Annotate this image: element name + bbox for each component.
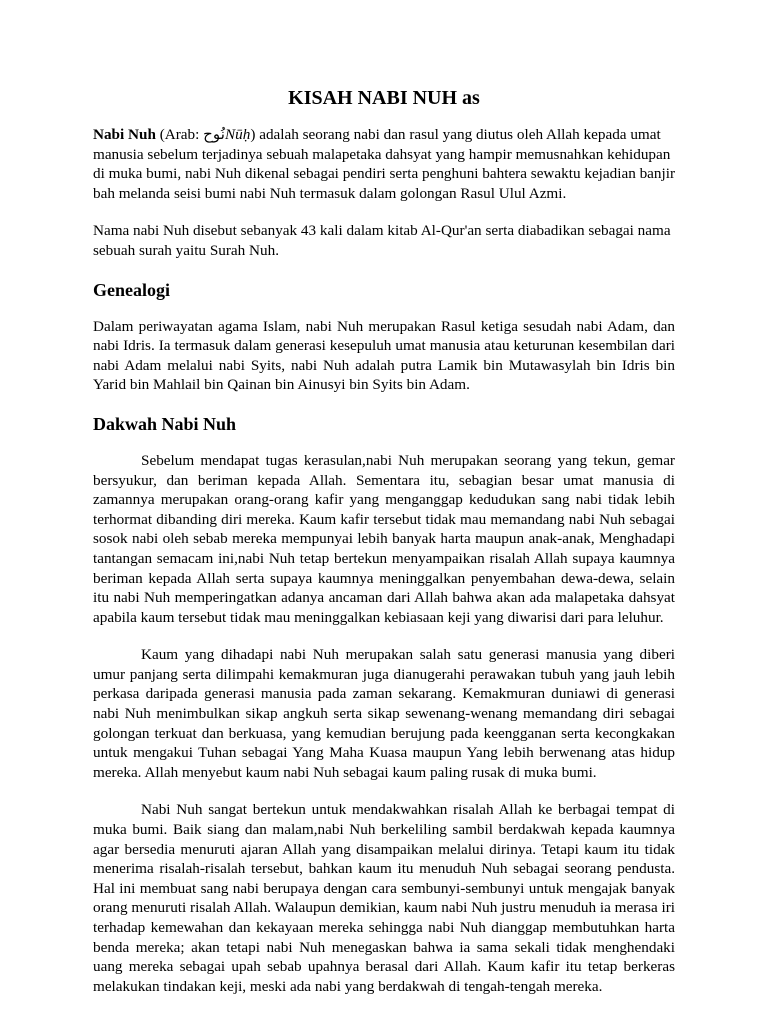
intro-rest: ) adalah seorang nabi dan rasul yang diutus oleh Allah kepada umat manusia sebelum terjadinya sebuah malapetaka dahsyat yang hampir memusnahkan kehidupan di muka bumi, nabi Nuh dikenal sebagai pendiri serta penghuni bahtera sewaktu kejadian banjir bah melanda seisi bumi nabi Nuh termasuk dalam golongan Rasul Ulul Azmi. [93,126,676,202]
quran-mention-paragraph: Nama nabi Nuh disebut sebanyak 43 kali dalam kitab Al-Qur'an serta diabadikan sebagai nama sebuah surah yaitu Surah Nuh. [93,222,671,259]
intro-subject: Nabi Nuh [93,126,156,143]
dakwah-paragraph-2: Kaum yang dihadapi nabi Nuh merupakan salah satu generasi manusia yang diberi umur panjang serta dilimpahi kemakmuran juga dianugerahi perawakan tubuh yang jauh lebih perkasa daripada generasi manusia pada zaman sekarang. Kemakmuran duniawi di generasi nabi Nuh menimbulkan sikap angkuh serta sikap sewenang-wenang memandang diri sebagai golongan terkuat dan berkuasa, yang kemudian berujung pada keengganan serta kecongkakan untuk mengakui Tuhan sebagai Yang Maha Kuasa maupun Yang lebih berwenang atas hidup mereka. Allah menyebut kaum nabi Nuh sebagai kaum paling rusak di muka bumi. [93,646,675,781]
intro-transliteration: Nūḥ [225,126,251,143]
section-heading-dakwah: Dakwah Nabi Nuh [93,413,237,434]
dakwah-paragraph-3: Nabi Nuh sangat bertekun untuk mendakwahkan risalah Allah ke berbagai tempat di muka bumi. Baik siang dan malam,nabi Nuh berkeliling sambil berdakwah kepada kaumnya agar bersedia menuruti ajaran Allah yang disampaikan melalui dirinya. Tetapi kaum itu tidak menerima risalah-risalah tersebut, bahkan kaum itu menuduh Nuh sebagai seorang pendusta. Hal ini membuat sang nabi berupaya dengan cara sembunyi-sembunyi untuk mengajak banyak orang menuruti risalah Allah. Walaupun demikian, kaum nabi Nuh justru menuduh ia merasa iri terhadap kemewahan dan kekayaan mereka sehingga nabi Nuh dianggap membutuhkan harta benda mereka; akan tetapi nabi Nuh menegaskan bahwa ia sama sekali tidak menghendaki uang mereka sebagai upah sebab upahnya berasal dari Allah. Kaum kafir itu tetap berkeras melakukan tindakan keji, meski ada nabi yang berdakwah di tengah-tengah mereka. [93,801,675,995]
section-heading-genealogi: Genealogi [93,279,170,300]
intro-paragraph [93,125,675,203]
intro-arabic: نُوح [203,126,226,143]
genealogi-paragraph: Dalam periwayatan agama Islam, nabi Nuh merupakan Rasul ketiga sesudah nabi Adam, dan nabi Idris. Ia termasuk dalam generasi kesepuluh umat manusia atau keturunan kesembilan dari nabi Adam melalui nabi Syits, nabi Nuh adalah putra Lamik bin Mutawasylah bin Idris bin Yarid bin Mahlail bin Qainan bin Ainusyi bin Syits bin Adam. [93,317,675,394]
intro-arab-open: (Arab: [155,126,204,143]
dakwah-paragraph-1: Sebelum mendapat tugas kerasulan,nabi Nuh merupakan seorang yang tekun, gemar bersyukur, dan beriman kepada Allah. Sementara itu, sebagian besar umat manusia di zamannya merupakan orang-orang kafir yang menganggap kedudukan sang nabi tidak lebih terhormat dibanding diri mereka. Kaum kafir tersebut tidak mau memandang nabi Nuh sebagai sosok nabi oleh sebab mereka mempunyai lebih banyak harta maupun anak-anak, Menghadapi tantangan semacam ini,nabi Nuh tetap bertekun menyampaikan risalah Allah supaya kaumnya beriman kepada Allah serta supaya kaumnya meninggalkan penyembahan dewa-dewa, selain itu nabi Nuh memperingatkan adanya ancaman dari Allah bahwa akan ada malapetaka dahsyat apabila kaum tersebut tidak mau meninggalkan kebiasaan keji yang diwarisi dari para leluhur. [93,451,675,626]
document-title: KISAH NABI NUH as [288,87,480,109]
